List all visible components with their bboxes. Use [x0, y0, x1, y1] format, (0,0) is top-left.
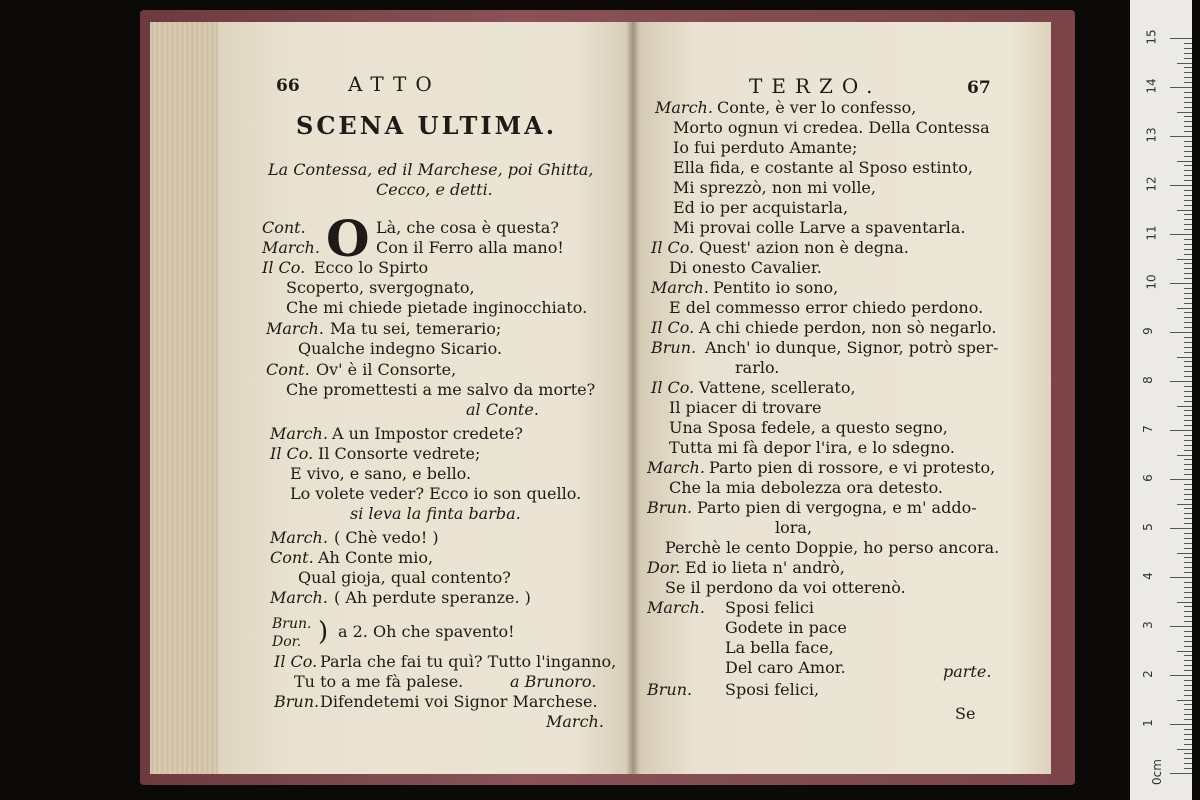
stage-direction: parte.: [943, 662, 992, 681]
ruler-minor-tick: [1184, 655, 1192, 656]
ruler-minor-tick: [1184, 415, 1192, 416]
ruler-minor-tick: [1184, 758, 1192, 759]
ruler-minor-tick: [1184, 646, 1192, 647]
ruler-tick: [1170, 724, 1192, 725]
verse-line: Che mi chiede pietade inginocchiato.: [286, 298, 588, 317]
ruler-minor-tick: [1184, 440, 1192, 441]
ruler-minor-tick: [1184, 146, 1192, 147]
ruler-minor-tick: [1184, 459, 1192, 460]
ruler-minor-tick: [1184, 342, 1192, 343]
ruler-tick: [1170, 87, 1192, 88]
ruler-minor-tick: [1184, 190, 1192, 191]
ruler-minor-tick: [1184, 116, 1192, 117]
ruler-minor-tick: [1184, 239, 1192, 240]
scene-title: SCENA ULTIMA.: [296, 111, 558, 140]
verse-line: Là, che cosa è questa?: [376, 218, 559, 237]
ruler-minor-tick: [1184, 254, 1192, 255]
speaker-label: March.: [655, 98, 713, 117]
ruler-minor-tick: [1184, 719, 1192, 720]
ruler-minor-tick: [1184, 361, 1192, 362]
ruler-label: 12: [1144, 176, 1159, 192]
ruler-minor-tick: [1184, 548, 1192, 549]
verse-line: Parto pien di vergogna, e m' addo-: [697, 498, 977, 517]
ruler-minor-tick: [1184, 445, 1192, 446]
verse-line: E del commesso error chiedo perdono.: [669, 298, 984, 317]
ruler-minor-tick: [1184, 572, 1192, 573]
ruler-label: 10: [1144, 274, 1159, 290]
ruler-minor-tick: [1177, 308, 1192, 309]
ruler-tick: [1170, 577, 1192, 578]
ruler-minor-tick: [1184, 126, 1192, 127]
ruler-minor-tick: [1184, 303, 1192, 304]
ruler-minor-tick: [1184, 175, 1192, 176]
ruler-minor-tick: [1184, 200, 1192, 201]
ruler-minor-tick: [1184, 401, 1192, 402]
page-number: 66: [276, 76, 300, 96]
ruler-minor-tick: [1184, 582, 1192, 583]
ruler-minor-tick: [1184, 695, 1192, 696]
ruler-tick: [1170, 332, 1192, 333]
ruler-minor-tick: [1177, 602, 1192, 603]
speaker-label: Dor.: [272, 634, 302, 650]
ruler-label: 14: [1144, 78, 1159, 94]
verse-line: rarlo.: [735, 358, 780, 377]
ruler-minor-tick: [1184, 278, 1192, 279]
ruler-tick: [1170, 136, 1192, 137]
verse-line: Ella fida, e costante al Sposo estinto,: [673, 158, 973, 177]
verse-line: Ed io lieta n' andrò,: [685, 558, 845, 577]
ruler-minor-tick: [1184, 704, 1192, 705]
ruler-minor-tick: [1184, 641, 1192, 642]
verse-line: A un Impostor credete?: [332, 424, 523, 443]
verse-line: Sposi felici: [725, 598, 814, 617]
ruler-minor-tick: [1184, 151, 1192, 152]
ruler-minor-tick: [1184, 410, 1192, 411]
ruler-label: 3: [1140, 621, 1155, 629]
right-page: [633, 22, 1051, 774]
speaker-label: Il Co.: [274, 652, 318, 671]
ruler-minor-tick: [1184, 474, 1192, 475]
ruler-minor-tick: [1184, 195, 1192, 196]
speaker-label: March.: [651, 278, 709, 297]
verse-line: Io fui perduto Amante;: [673, 138, 858, 157]
ruler-minor-tick: [1184, 214, 1192, 215]
verse-line: Sposi felici,: [725, 680, 820, 699]
ruler-minor-tick: [1177, 455, 1192, 456]
ruler-minor-tick: [1177, 700, 1192, 701]
running-head: ATTO: [348, 72, 441, 96]
stage-direction: a Brunoro.: [510, 672, 597, 691]
ruler-minor-tick: [1177, 651, 1192, 652]
book-gutter: [626, 22, 640, 774]
ruler-minor-tick: [1184, 205, 1192, 206]
ruler-tick: [1170, 430, 1192, 431]
ruler-minor-tick: [1177, 259, 1192, 260]
speaker-label: March.: [270, 424, 328, 443]
speaker-label: Il Co.: [651, 238, 695, 257]
ruler-minor-tick: [1184, 67, 1192, 68]
ruler-minor-tick: [1184, 263, 1192, 264]
speaker-label: March.: [270, 528, 328, 547]
verse-line: Pentito io sono,: [713, 278, 839, 297]
ruler-minor-tick: [1177, 749, 1192, 750]
ruler-tick: [1170, 185, 1192, 186]
ruler-minor-tick: [1184, 244, 1192, 245]
ruler-minor-tick: [1184, 97, 1192, 98]
ruler-minor-tick: [1184, 391, 1192, 392]
ruler-tick: [1170, 283, 1192, 284]
ruler-minor-tick: [1184, 352, 1192, 353]
verse-line: Lo volete veder? Ecco io son quello.: [290, 484, 582, 503]
verse-line: Morto ognun vi credea. Della Contessa: [673, 118, 990, 137]
verse-line: Una Sposa fedele, a questo segno,: [669, 418, 948, 437]
verse-line: Che la mia debolezza ora detesto.: [669, 478, 944, 497]
ruler-minor-tick: [1184, 224, 1192, 225]
speaker-label: March.: [270, 588, 328, 607]
verse-line: Che promettesti a me salvo da morte?: [286, 380, 596, 399]
verse-line: Scoperto, svergognato,: [286, 278, 475, 297]
ruler-minor-tick: [1184, 636, 1192, 637]
ruler-minor-tick: [1177, 161, 1192, 162]
ruler-label: 1: [1140, 719, 1155, 727]
ruler-minor-tick: [1184, 273, 1192, 274]
ruler-minor-tick: [1184, 337, 1192, 338]
ruler-minor-tick: [1184, 680, 1192, 681]
ruler-minor-tick: [1177, 357, 1192, 358]
ruler-minor-tick: [1184, 557, 1192, 558]
verse-line: Qualche indegno Sicario.: [298, 339, 503, 358]
ruler-minor-tick: [1184, 298, 1192, 299]
speaker-label: Brun.: [647, 680, 693, 699]
ruler-minor-tick: [1184, 48, 1192, 49]
ruler-minor-tick: [1177, 112, 1192, 113]
ruler-label: 15: [1144, 29, 1159, 45]
verse-line: La bella face,: [725, 638, 834, 657]
ruler-tick: [1170, 479, 1192, 480]
ruler-label: 9: [1140, 327, 1155, 335]
measuring-ruler: [1130, 0, 1192, 800]
ruler-label: 7: [1140, 425, 1155, 433]
ruler-minor-tick: [1184, 484, 1192, 485]
verse-line: Con il Ferro alla mano!: [376, 238, 564, 257]
verse-line: Ecco lo Spirto: [314, 258, 429, 277]
cast-line: La Contessa, ed il Marchese, poi Ghitta,: [268, 160, 594, 179]
speaker-label: Brun.: [272, 616, 312, 632]
verse-line: E vivo, e sano, e bello.: [290, 464, 472, 483]
ruler-minor-tick: [1184, 58, 1192, 59]
speaker-label: Il Co.: [651, 318, 695, 337]
ruler-minor-tick: [1184, 523, 1192, 524]
verse-line: Tu to a me fà palese.: [294, 672, 464, 691]
ruler-minor-tick: [1184, 268, 1192, 269]
page-edges: [150, 22, 220, 774]
ruler-minor-tick: [1184, 499, 1192, 500]
ruler-minor-tick: [1184, 288, 1192, 289]
ruler-label: 4: [1140, 572, 1155, 580]
ruler-label: 2: [1140, 670, 1155, 678]
ruler-label: 13: [1144, 127, 1159, 143]
verse-line: Parto pien di rossore, e vi protesto,: [709, 458, 996, 477]
verse-line: Mi provai colle Larve a spaventarla.: [673, 218, 966, 237]
ruler-minor-tick: [1184, 744, 1192, 745]
ruler-minor-tick: [1184, 249, 1192, 250]
ruler-minor-tick: [1184, 753, 1192, 754]
ruler-minor-tick: [1177, 406, 1192, 407]
ruler-minor-tick: [1184, 229, 1192, 230]
speaker-label: March.: [647, 598, 705, 617]
ruler-tick: [1170, 773, 1192, 774]
ruler-minor-tick: [1184, 518, 1192, 519]
ruler-minor-tick: [1184, 376, 1192, 377]
speaker-label: March.: [266, 319, 324, 338]
ruler-minor-tick: [1184, 489, 1192, 490]
verse-line: Qual gioja, qual contento?: [298, 568, 511, 587]
ruler-minor-tick: [1184, 592, 1192, 593]
verse-line: Il piacer di trovare: [669, 398, 822, 417]
ruler-minor-tick: [1184, 513, 1192, 514]
catchword: March.: [546, 712, 604, 731]
ruler-minor-tick: [1184, 685, 1192, 686]
verse-line: Di onesto Cavalier.: [669, 258, 822, 277]
ruler-minor-tick: [1184, 141, 1192, 142]
verse-line: lora,: [775, 518, 813, 537]
ruler-minor-tick: [1184, 597, 1192, 598]
verse-line: Mi sprezzò, non mi volle,: [673, 178, 876, 197]
ruler-minor-tick: [1184, 317, 1192, 318]
verse-line: Vattene, scellerato,: [699, 378, 856, 397]
ruler-minor-tick: [1184, 170, 1192, 171]
speaker-label: Cont.: [266, 360, 310, 379]
ruler-minor-tick: [1177, 504, 1192, 505]
stage-direction: al Conte.: [466, 400, 539, 419]
ruler-minor-tick: [1184, 371, 1192, 372]
verse-line: Godete in pace: [725, 618, 847, 637]
ruler-minor-tick: [1184, 616, 1192, 617]
ruler-minor-tick: [1184, 77, 1192, 78]
ruler-minor-tick: [1184, 219, 1192, 220]
ruler-minor-tick: [1184, 165, 1192, 166]
speaker-label: March.: [262, 238, 320, 257]
ruler-minor-tick: [1184, 734, 1192, 735]
stage-direction: si leva la finta barba.: [350, 504, 521, 523]
verse-line: Ed io per acquistarla,: [673, 198, 849, 217]
ruler-minor-tick: [1184, 631, 1192, 632]
ruler-label: 6: [1140, 474, 1155, 482]
ruler-minor-tick: [1184, 82, 1192, 83]
verse-line: A chi chiede perdon, non sò negarlo.: [699, 318, 997, 337]
speaker-label: Cont.: [270, 548, 314, 567]
speaker-label: Il Co.: [270, 444, 314, 463]
ruler-minor-tick: [1184, 464, 1192, 465]
ruler-minor-tick: [1184, 450, 1192, 451]
ruler-minor-tick: [1184, 665, 1192, 666]
verse-line: ( Ah perdute speranze. ): [334, 588, 531, 607]
ruler-minor-tick: [1184, 606, 1192, 607]
ruler-tick: [1170, 626, 1192, 627]
ruler-minor-tick: [1184, 322, 1192, 323]
bracket: ): [318, 617, 329, 647]
ruler-minor-tick: [1184, 538, 1192, 539]
ruler-minor-tick: [1184, 121, 1192, 122]
ruler-minor-tick: [1184, 53, 1192, 54]
ruler-minor-tick: [1184, 621, 1192, 622]
running-head: TERZO.: [749, 74, 882, 98]
page-number: 67: [967, 78, 991, 98]
ruler-minor-tick: [1184, 567, 1192, 568]
ruler-minor-tick: [1184, 739, 1192, 740]
ruler-minor-tick: [1184, 102, 1192, 103]
ruler-minor-tick: [1184, 611, 1192, 612]
verse-line: Tutta mi fà depor l'ira, e lo sdegno.: [669, 438, 955, 457]
left-page: [218, 22, 633, 774]
speaker-label: Brun.: [647, 498, 693, 517]
ruler-minor-tick: [1184, 425, 1192, 426]
verse-line: Ov' è il Consorte,: [316, 360, 457, 379]
ruler-minor-tick: [1184, 156, 1192, 157]
verse-line: Ma tu sei, temerario;: [330, 319, 502, 338]
ruler-minor-tick: [1177, 553, 1192, 554]
ruler-minor-tick: [1184, 508, 1192, 509]
speaker-label: Brun.: [274, 692, 320, 711]
ruler-minor-tick: [1184, 543, 1192, 544]
ruler-label: 11: [1144, 225, 1159, 241]
ruler-minor-tick: [1177, 63, 1192, 64]
ruler-minor-tick: [1184, 768, 1192, 769]
ruler-minor-tick: [1184, 533, 1192, 534]
ruler-minor-tick: [1184, 72, 1192, 73]
speaker-label: Il Co.: [651, 378, 695, 397]
verse-line: Perchè le cento Doppie, ho perso ancora.: [665, 538, 1000, 557]
verse-line: Anch' io dunque, Signor, potrò sper-: [705, 338, 999, 357]
verse-line: a 2. Oh che spavento!: [338, 622, 515, 641]
ruler-tick: [1170, 38, 1192, 39]
ruler-minor-tick: [1184, 714, 1192, 715]
catchword: Se: [955, 704, 976, 723]
ruler-tick: [1170, 381, 1192, 382]
verse-line: Se il perdono da voi otterenò.: [665, 578, 906, 597]
speaker-label: Il Co.: [262, 258, 306, 277]
ruler-minor-tick: [1184, 131, 1192, 132]
cast-line: Cecco, e detti.: [376, 180, 493, 199]
ruler-minor-tick: [1184, 435, 1192, 436]
ruler-label: 8: [1140, 376, 1155, 384]
ruler-minor-tick: [1184, 690, 1192, 691]
speaker-label: Brun.: [651, 338, 697, 357]
ruler-minor-tick: [1184, 92, 1192, 93]
verse-line: Conte, è ver lo confesso,: [717, 98, 917, 117]
ruler-tick: [1170, 528, 1192, 529]
ruler-minor-tick: [1184, 347, 1192, 348]
ruler-minor-tick: [1184, 386, 1192, 387]
ruler-label: 0cm: [1149, 759, 1164, 785]
verse-line: Parla che fai tu quì? Tutto l'inganno,: [320, 652, 617, 671]
ruler-minor-tick: [1184, 763, 1192, 764]
ruler-minor-tick: [1184, 420, 1192, 421]
speaker-label: Dor.: [647, 558, 681, 577]
ruler-minor-tick: [1184, 327, 1192, 328]
verse-line: ( Chè vedo! ): [334, 528, 439, 547]
ruler-minor-tick: [1184, 312, 1192, 313]
ruler-minor-tick: [1184, 469, 1192, 470]
ruler-minor-tick: [1184, 729, 1192, 730]
speaker-label: March.: [647, 458, 705, 477]
ruler-minor-tick: [1184, 587, 1192, 588]
verse-line: Ah Conte mio,: [318, 548, 434, 567]
ruler-minor-tick: [1184, 709, 1192, 710]
ruler-minor-tick: [1184, 562, 1192, 563]
ruler-tick: [1170, 675, 1192, 676]
ruler-minor-tick: [1184, 366, 1192, 367]
verse-line: Il Consorte vedrete;: [318, 444, 481, 463]
ruler-tick: [1170, 234, 1192, 235]
speaker-label: Cont.: [262, 218, 306, 237]
ruler-label: 5: [1140, 523, 1155, 531]
ruler-minor-tick: [1184, 494, 1192, 495]
ruler-minor-tick: [1177, 210, 1192, 211]
verse-line: Quest' azion non è degna.: [699, 238, 909, 257]
ruler-minor-tick: [1184, 670, 1192, 671]
ruler-minor-tick: [1184, 107, 1192, 108]
drop-capital: O: [326, 209, 370, 268]
ruler-minor-tick: [1184, 43, 1192, 44]
ruler-minor-tick: [1184, 293, 1192, 294]
verse-line: Difendetemi voi Signor Marchese.: [320, 692, 598, 711]
ruler-minor-tick: [1184, 180, 1192, 181]
ruler-minor-tick: [1184, 660, 1192, 661]
verse-line: Del caro Amor.: [725, 658, 846, 677]
ruler-minor-tick: [1184, 396, 1192, 397]
